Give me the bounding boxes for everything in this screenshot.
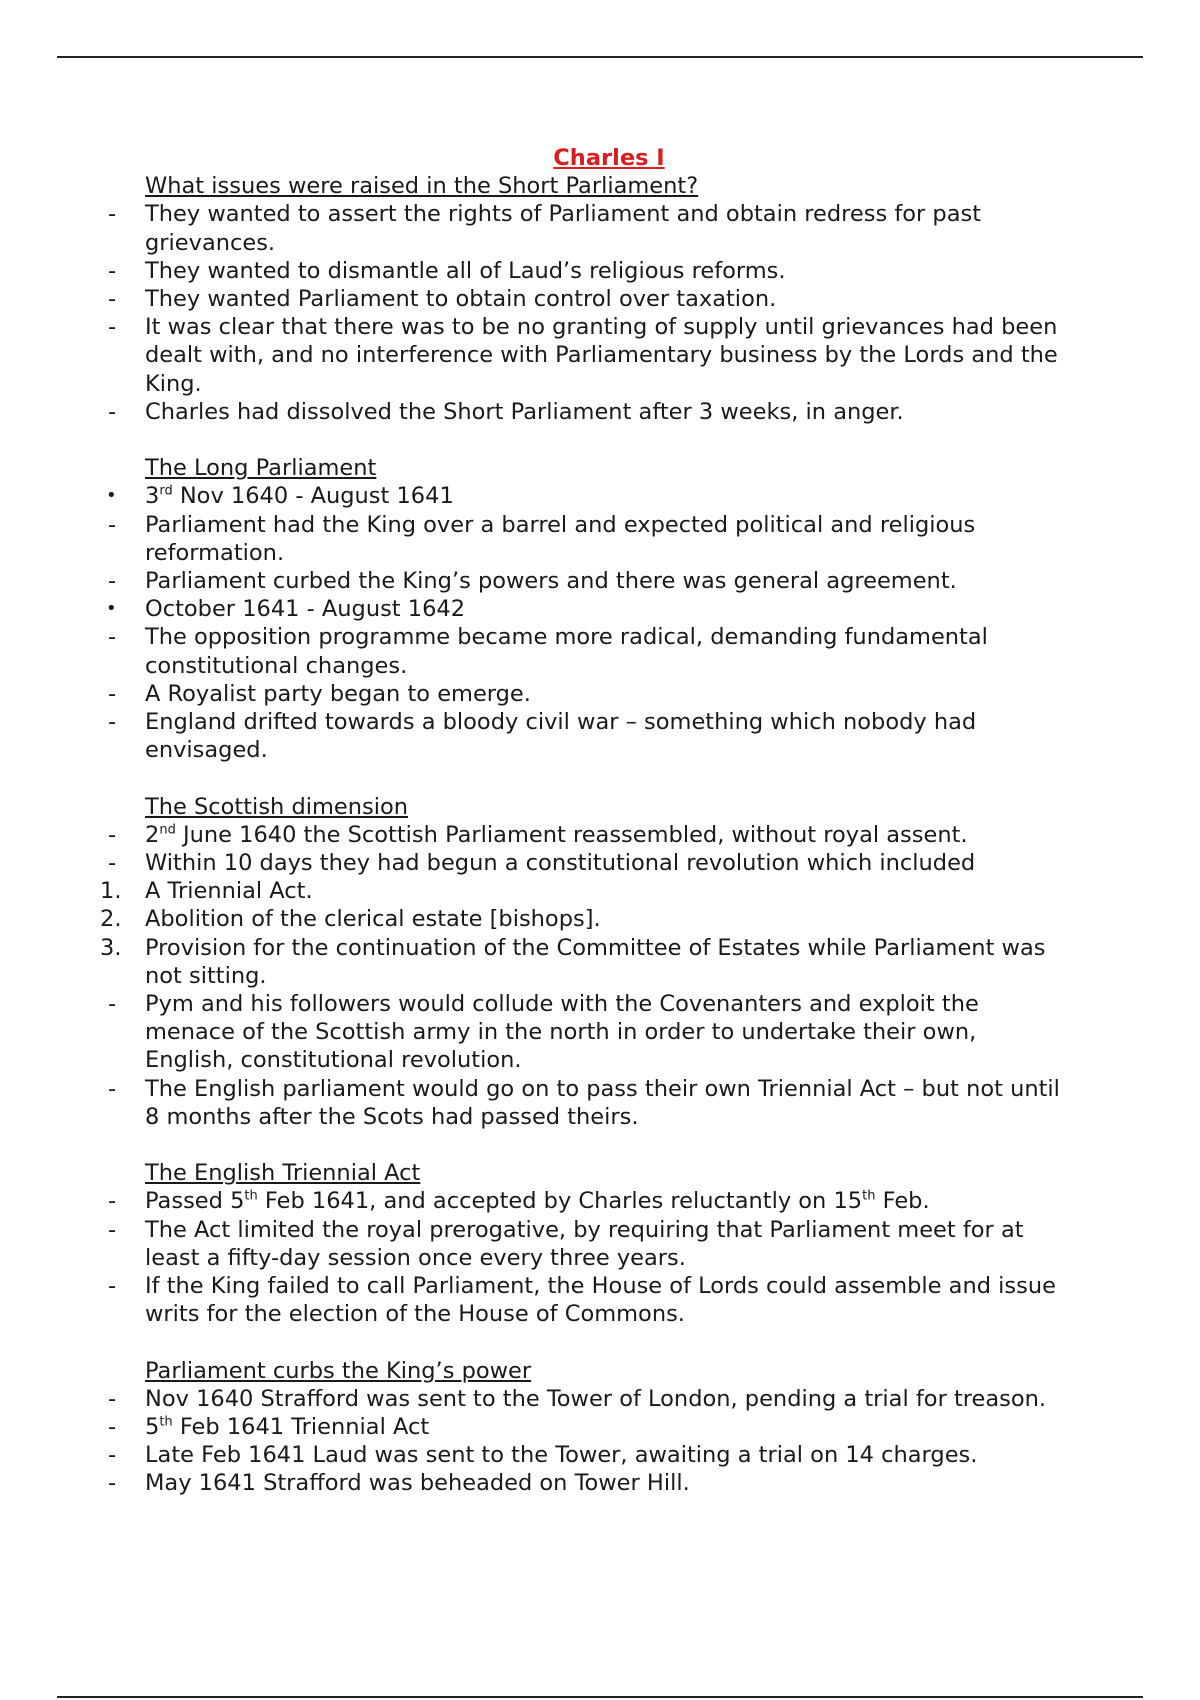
list-item — [104, 313, 1064, 398]
document-body — [100, 144, 1064, 1498]
ordinal-suffix: nd — [159, 822, 176, 838]
item-text: Provision for the continuation of the Committee of Estates while Parliament was not sitting. — [145, 934, 1046, 989]
list-item — [104, 990, 1064, 1075]
dash-marker: - — [108, 1273, 117, 1300]
dash-marker: - — [108, 680, 117, 707]
section-spacer — [104, 1131, 1064, 1159]
dash-marker: - — [108, 1188, 117, 1215]
dash-marker: - — [108, 314, 117, 341]
section-spacer — [104, 426, 1064, 454]
list-item — [104, 200, 1064, 256]
list-item — [104, 1075, 1064, 1131]
dash-marker: - — [108, 1470, 117, 1497]
dash-marker: - — [108, 398, 117, 425]
list-item — [104, 1216, 1064, 1272]
ordinal-suffix: th — [862, 1188, 876, 1204]
item-text: They wanted Parliament to obtain control over taxation. — [145, 286, 777, 313]
list-item — [104, 285, 1064, 313]
list-item — [104, 708, 1064, 764]
item-text: The Act limited the royal prerogative, by requiring that Parliament meet for at least a fifty-day session once every three years. — [145, 1216, 1024, 1271]
list-item — [100, 934, 1064, 990]
item-text: If the King failed to call Parliament, the House of Lords could assemble and issue writs for the election of the House of Commons. — [145, 1273, 1056, 1328]
item-text: October 1641 - August 1642 — [145, 596, 466, 623]
header-rule — [57, 56, 1143, 58]
ordinal-suffix: rd — [159, 483, 173, 499]
dash-marker: - — [108, 1216, 117, 1243]
list-item — [104, 1469, 1064, 1497]
number-marker: 3. — [100, 934, 122, 961]
item-text: Nov 1640 Strafford was sent to the Tower of London, pending a trial for treason. — [145, 1385, 1047, 1412]
list-item — [104, 482, 1064, 510]
item-text: The English parliament would go on to pass their own Triennial Act – but not until 8 months after the Scots had passed theirs. — [145, 1075, 1060, 1130]
list-item — [104, 821, 1064, 849]
dash-marker: - — [108, 1414, 117, 1441]
bullet-icon: • — [106, 598, 117, 620]
dash-marker: - — [108, 709, 117, 736]
item-text: A Royalist party began to emerge. — [145, 680, 531, 707]
item-text: England drifted towards a bloody civil war – something which nobody had envisaged. — [145, 709, 977, 764]
list-item — [104, 595, 1064, 623]
item-text-prefix: 5 — [145, 1414, 160, 1441]
number-marker: 2. — [100, 906, 122, 933]
item-text: Abolition of the clerical estate [bishops]. — [145, 906, 601, 933]
item-text: They wanted to dismantle all of Laud’s religious reforms. — [145, 257, 786, 284]
section-heading: Parliament curbs the King’s power — [145, 1357, 532, 1384]
list-item — [104, 1441, 1064, 1469]
item-text: They wanted to assert the rights of Parliament and obtain redress for past grievances. — [145, 201, 982, 256]
dash-marker: - — [108, 991, 117, 1018]
item-text: Charles had dissolved the Short Parliament after 3 weeks, in anger. — [145, 398, 904, 425]
dash-marker: - — [108, 286, 117, 313]
list-item — [104, 511, 1064, 567]
dash-marker: - — [108, 568, 117, 595]
item-text-prefix: 3 — [145, 483, 160, 510]
page-title: Charles I — [553, 145, 665, 171]
list-item — [104, 257, 1064, 285]
dash-marker: - — [108, 1385, 117, 1412]
dash-marker: - — [108, 624, 117, 651]
dash-marker: - — [108, 511, 117, 538]
dash-marker: - — [108, 201, 117, 228]
section-heading: The Scottish dimension — [145, 793, 409, 820]
item-text-prefix: Passed 5 — [145, 1188, 245, 1215]
section-spacer — [104, 1328, 1064, 1356]
list-item — [100, 905, 1064, 933]
list-item — [104, 623, 1064, 679]
sections-container — [100, 172, 1064, 1497]
list-item — [104, 1385, 1064, 1413]
list-item — [104, 1187, 1064, 1215]
ordinal-suffix: th — [159, 1414, 173, 1430]
item-text: Feb. — [875, 1188, 930, 1215]
section-heading: The Long Parliament — [145, 455, 377, 482]
list-item — [104, 1413, 1064, 1441]
ordinal-suffix: th — [244, 1188, 258, 1204]
item-text: A Triennial Act. — [145, 878, 313, 905]
item-text: It was clear that there was to be no granting of supply until grievances had been dealt with, and no interference with Parliamentary business by the Lords and the King. — [145, 314, 1058, 397]
dash-marker: - — [108, 850, 117, 877]
item-text: June 1640 the Scottish Parliament reassembled, without royal assent. — [175, 821, 968, 848]
list-item — [104, 849, 1064, 877]
item-text: The opposition programme became more radical, demanding fundamental constitutional changes. — [145, 624, 988, 679]
item-text: May 1641 Strafford was beheaded on Tower Hill. — [145, 1470, 690, 1497]
item-text: Nov 1640 - August 1641 — [172, 483, 454, 510]
list-item — [104, 1272, 1064, 1328]
item-text-prefix: 2 — [145, 821, 160, 848]
dash-marker: - — [108, 1442, 117, 1469]
item-text: Parliament had the King over a barrel and expected political and religious reformation. — [145, 511, 976, 566]
bullet-icon: • — [106, 485, 117, 507]
section-heading: What issues were raised in the Short Parliament? — [145, 173, 699, 200]
section-spacer — [104, 764, 1064, 792]
section-heading: The English Triennial Act — [145, 1160, 421, 1187]
list-item — [104, 398, 1064, 426]
item-text: Pym and his followers would collude with the Covenanters and exploit the menace of the Scottish army in the north in order to undertake their own, English, constitutional revolution. — [145, 991, 979, 1074]
item-text: Feb 1641 Triennial Act — [172, 1414, 430, 1441]
dash-marker: - — [108, 257, 117, 284]
list-item — [104, 567, 1064, 595]
item-text-middle: Feb 1641, and accepted by Charles reluctantly on 15 — [257, 1188, 863, 1215]
footer-rule — [57, 1696, 1143, 1698]
dash-marker: - — [108, 821, 117, 848]
item-text: Parliament curbed the King’s powers and there was general agreement. — [145, 568, 957, 595]
list-item — [100, 877, 1064, 905]
dash-marker: - — [108, 1075, 117, 1102]
item-text: Late Feb 1641 Laud was sent to the Tower, awaiting a trial on 14 charges. — [145, 1442, 978, 1469]
list-item — [104, 680, 1064, 708]
number-marker: 1. — [100, 878, 122, 905]
item-text: Within 10 days they had begun a constitutional revolution which included — [145, 850, 976, 877]
